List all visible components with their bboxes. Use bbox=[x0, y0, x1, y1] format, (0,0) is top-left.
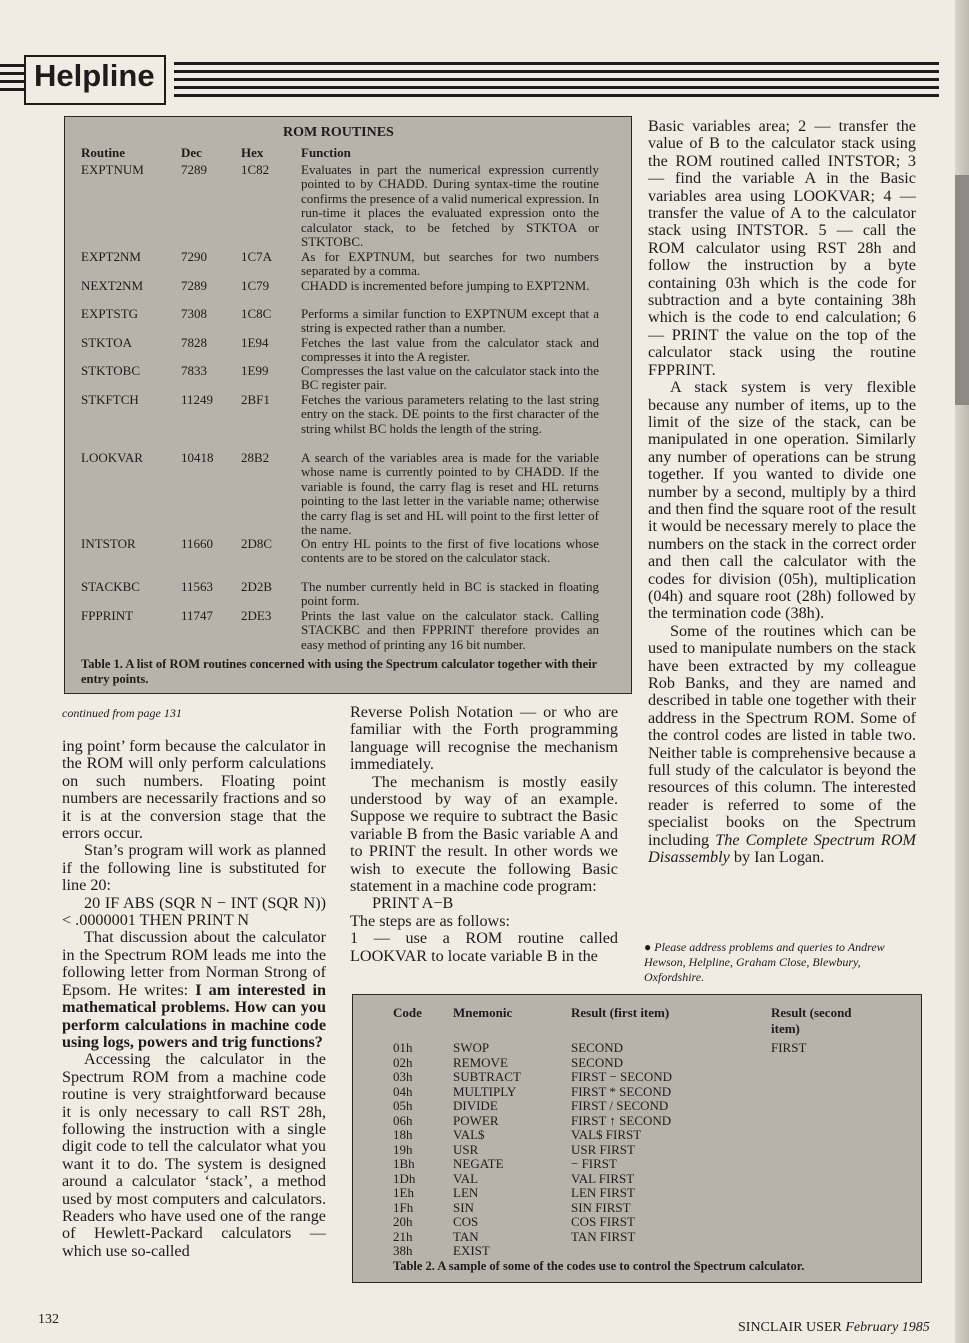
result-first: FIRST * SECOND bbox=[571, 1083, 672, 1099]
table-caption: Table 1. A list of ROM routines concerned with using the Spectrum calculator together with their entry points. bbox=[81, 657, 597, 686]
routine-dec: 11660 bbox=[181, 536, 214, 551]
routine-name: EXPTSTG bbox=[81, 306, 139, 321]
mnemonic: VAL$ bbox=[453, 1127, 485, 1142]
paragraph: Reverse Polish Notation — or who are familiar with the Forth programming language will recognise the mechanism immediately. bbox=[350, 703, 618, 774]
routine-function: Performs a similar function to EXPTNUM except that a string is expected rather than a number. bbox=[301, 306, 599, 336]
column-header: Mnemonic bbox=[453, 1005, 513, 1020]
column-header: Result (first item) bbox=[571, 1005, 670, 1020]
routine-hex: 2D2B bbox=[241, 579, 273, 594]
routine-dec: 11563 bbox=[181, 579, 214, 594]
article-column-3 bbox=[648, 118, 916, 866]
routine-name: STACKBC bbox=[81, 579, 140, 594]
code: 1Bh bbox=[393, 1156, 415, 1171]
column-header: Result (second item) bbox=[771, 1005, 852, 1036]
column-header: Function bbox=[301, 145, 351, 160]
routine-name: LOOKVAR bbox=[81, 450, 143, 465]
book-title: The Complete Spectrum ROM Disassembly bbox=[648, 830, 916, 867]
paragraph: Accessing the calculator in the Spectrum ROM from a machine code routine is very straightforward because it is only necessary to call RST 28h, following the instruction with a single digit code to tell the calculator what you want it to do. The system is designed around a calculator ‘stack’, a method used by most computers and calculators. Readers who have used one of the range of Hewlett-Packard calculators — which use so-called bbox=[62, 1050, 326, 1260]
routine-name: STKTOBC bbox=[81, 363, 140, 378]
code: 05h bbox=[393, 1098, 413, 1113]
code: 1Fh bbox=[393, 1199, 414, 1215]
paragraph bbox=[648, 623, 916, 867]
header-rule bbox=[174, 94, 939, 97]
paragraph: Stan’s program will work as planned if the following line is substituted for line 20: bbox=[62, 841, 326, 895]
article-column-2 bbox=[350, 704, 618, 965]
paragraph: 1 — use a ROM routine called LOOKVAR to locate variable B in the bbox=[350, 929, 618, 965]
mnemonic: POWER bbox=[453, 1112, 499, 1128]
mnemonic: SUBTRACT bbox=[453, 1069, 521, 1084]
result-first: FIRST − SECOND bbox=[571, 1069, 673, 1084]
routine-name: INTSTOR bbox=[81, 536, 136, 551]
code: 20h bbox=[393, 1214, 413, 1229]
header-rule bbox=[174, 62, 939, 65]
routine-name: EXPTNUM bbox=[81, 162, 144, 177]
result-first: FIRST ↑ SECOND bbox=[571, 1112, 672, 1128]
rom-routines-table bbox=[64, 116, 632, 694]
code: 38h bbox=[393, 1243, 413, 1258]
column-header: Routine bbox=[81, 145, 126, 160]
mnemonic: EXIST bbox=[453, 1243, 490, 1258]
header-rule bbox=[0, 64, 24, 67]
routine-hex: 28B2 bbox=[241, 450, 270, 465]
code: 02h bbox=[393, 1054, 413, 1070]
routine-function: Compresses the last value on the calculator stack into the BC register pair. bbox=[301, 363, 599, 393]
mnemonic: SIN bbox=[453, 1199, 474, 1215]
paragraph-text: Some of the routines which can be used to manipulate numbers on the stack have been extracted by my colleague Rob Banks, and they are named and described in table one together with their address in the Spectrum ROM. Some of the control codes are listed in table two. Neither table is comprehensive because a full study of the calculator is beyond the resources of this column. The interested reader is referred to some of the specialist books on the Spectrum including bbox=[648, 621, 916, 849]
header-rule bbox=[0, 72, 24, 75]
routine-function: Fetches the last value from the calculator stack and compresses it into the A register. bbox=[301, 335, 599, 365]
routine-hex: 2DE3 bbox=[241, 608, 272, 623]
mnemonic: SWOP bbox=[453, 1040, 490, 1055]
result-first: USR FIRST bbox=[571, 1141, 635, 1157]
code: 06h bbox=[393, 1112, 413, 1128]
routine-dec: 7308 bbox=[181, 306, 207, 321]
routine-name: NEXT2NM bbox=[81, 278, 144, 293]
mnemonic: TAN bbox=[453, 1228, 479, 1244]
column-header: Hex bbox=[241, 145, 264, 160]
routine-name: EXPT2NM bbox=[81, 249, 141, 264]
result-first: SECOND bbox=[571, 1054, 624, 1070]
header-rule bbox=[174, 78, 939, 81]
routine-hex: 1E94 bbox=[241, 335, 269, 350]
section-title: Helpline bbox=[34, 58, 155, 93]
paragraph bbox=[62, 929, 326, 1051]
header-rule bbox=[0, 88, 24, 91]
paragraph: The steps are as follows: bbox=[350, 911, 511, 930]
routine-function: The number currently held in BC is stacked in floating point form. bbox=[301, 579, 599, 609]
continued-note: continued from page 131 bbox=[62, 706, 182, 720]
header-rule bbox=[0, 80, 24, 83]
routine-dec: 7289 bbox=[181, 278, 207, 293]
routine-function: As for EXPTNUM, but searches for two numbers separated by a comma. bbox=[301, 249, 599, 279]
routine-hex: 1E99 bbox=[241, 363, 269, 378]
page-number: 132 bbox=[38, 1312, 59, 1327]
mnemonic: REMOVE bbox=[453, 1054, 508, 1070]
routine-dec: 11249 bbox=[181, 392, 214, 407]
routine-dec: 10418 bbox=[181, 450, 214, 465]
routine-name: FPPRINT bbox=[81, 608, 134, 623]
code-line: 20 IF ABS (SQR N − INT (SQR N)) < .0000001 THEN PRINT N bbox=[62, 893, 326, 930]
result-first: TAN FIRST bbox=[571, 1228, 636, 1244]
result-first: SECOND bbox=[571, 1040, 624, 1055]
column-header: Dec bbox=[181, 145, 202, 160]
mnemonic: NEGATE bbox=[453, 1156, 504, 1171]
paragraph-text: by Ian Logan. bbox=[733, 848, 825, 867]
paragraph: ing point’ form because the calculator in the ROM will only perform calculations on such numbers. Floating point numbers are necessarily fractions and so it is at the conversion stage that the errors occur. bbox=[62, 737, 326, 843]
paragraph: Basic variables area; 2 — transfer the value of B to the calculator stack using the ROM routined called INTSTOR; 3 — find the variable A in the Basic variables area using LOOKVAR; 4 — transfer the value of A to the calculator stack using INTSTOR. 5 — call the ROM calculator using RST 28h and follow the instruction by a byte containing 03h which is the code for subtraction and a byte containing 38h which is the code to end calculation; 6 — PRINT the value on the top of the calculator stack using the routine FPPRINT. bbox=[648, 117, 916, 379]
routine-function: Prints the last value on the calculator stack. Calling STACKBC and then FPPRINT therefore provides an easy method of printing any 16 bit number. bbox=[301, 608, 599, 652]
mnemonic: COS bbox=[453, 1214, 479, 1229]
mnemonic: DIVIDE bbox=[453, 1098, 498, 1113]
routine-hex: 1C82 bbox=[241, 162, 270, 177]
routine-dec: 7828 bbox=[181, 335, 207, 350]
mnemonic: MULTIPLY bbox=[453, 1083, 517, 1099]
reader-question: I am interested in mathematical problems. How can you perform calculations in machine code using logs, powers and trig functions? bbox=[62, 980, 326, 1051]
code-line: PRINT A−B bbox=[372, 894, 454, 913]
code: 1Eh bbox=[393, 1185, 414, 1200]
code: 01h bbox=[393, 1040, 413, 1055]
routine-hex: 2BF1 bbox=[241, 392, 270, 407]
routine-function: On entry HL points to the first of five locations whose contents are to be stored on the calculator stack. bbox=[301, 536, 599, 566]
page-edge-tab bbox=[955, 175, 969, 405]
routine-function: CHADD is incremented before jumping to EXPT2NM. bbox=[301, 278, 590, 293]
mnemonic: USR bbox=[453, 1141, 479, 1157]
routine-hex: 1C79 bbox=[241, 278, 270, 293]
code: 03h bbox=[393, 1069, 413, 1084]
mnemonic: VAL bbox=[453, 1170, 479, 1186]
header-rule bbox=[174, 70, 939, 73]
routine-dec: 7289 bbox=[181, 162, 207, 177]
routine-name: STKTOA bbox=[81, 335, 133, 350]
routine-function: Fetches the various parameters relating to the last string entry on the stack. DE points to the first character of the string whilst BC holds the length of the string. bbox=[301, 392, 599, 436]
mnemonic: LEN bbox=[453, 1185, 479, 1200]
code: 04h bbox=[393, 1083, 413, 1099]
magazine-name: SINCLAIR USER bbox=[738, 1320, 842, 1335]
code: 19h bbox=[393, 1141, 413, 1157]
code: 18h bbox=[393, 1127, 413, 1142]
result-first: VAL FIRST bbox=[571, 1170, 635, 1186]
result-first: LEN FIRST bbox=[571, 1185, 635, 1200]
result-first: VAL$ FIRST bbox=[571, 1127, 642, 1142]
table-caption: Table 2. A sample of some of the codes use to control the Spectrum calculator. bbox=[393, 1259, 805, 1273]
paragraph: A stack system is very flexible because any number of items, up to the limit of the size of the stack, can be manipulated in one operation. Similarly any number of operations can be strung together. If you wanted to divide one number by a second, multiply by a third and then find the square root of the result it would be necessary merely to place the numbers on the stack in the correct order and then call the calculator with the codes for division (05h), multiplication (04h) and square root (28h) followed by the termination code (38h). bbox=[648, 378, 916, 623]
issue-date: February 1985 bbox=[845, 1320, 930, 1335]
result-first: − FIRST bbox=[571, 1156, 617, 1171]
routine-dec: 7833 bbox=[181, 363, 207, 378]
address-note: ● Please address problems and queries to Andrew Hewson, Helpline, Graham Close, Blewbury, Oxfordshire. bbox=[644, 940, 885, 984]
calculator-codes-table bbox=[352, 994, 922, 1283]
paragraph-text: That discussion about the calculator in the Spectrum ROM leads me into the following letter from Norman Strong of Epsom. He writes: bbox=[62, 928, 326, 999]
routine-name: STKFTCH bbox=[81, 392, 139, 407]
routine-function: A search of the variables area is made for the variable whose name is currently pointed to by CHADD. If the variable is found, the carry flag is reset and HL returns pointing to the last letter in the variable name; otherwise the carry flag is set and HL will point to the first letter of the name. bbox=[301, 450, 599, 538]
code: 1Dh bbox=[393, 1170, 416, 1186]
column-header: Code bbox=[393, 1005, 422, 1020]
routine-dec: 11747 bbox=[181, 608, 214, 623]
routine-function: Evaluates in part the numerical expression currently pointed to by CHADD. During syntax-time the routine confirms the presence of a valid numerical expression. In run-time it places the evaluated expression onto the calculator stack, to be fetched by STKTOA or STKTOBC. bbox=[301, 162, 599, 250]
routine-hex: 1C7A bbox=[241, 249, 273, 264]
routine-hex: 1C8C bbox=[241, 306, 272, 321]
result-second: FIRST bbox=[771, 1040, 807, 1055]
paragraph: The mechanism is mostly easily understood by way of an example. Suppose we require to subtract the Basic variable B from the Basic variable A and to PRINT the result. In other words we wish to execute the following Basic statement in a machine code program: bbox=[350, 772, 618, 896]
table-title: ROM ROUTINES bbox=[283, 125, 394, 140]
footer-credit bbox=[738, 1320, 930, 1336]
routine-hex: 2D8C bbox=[241, 536, 273, 551]
result-first: COS FIRST bbox=[571, 1214, 635, 1229]
result-first: SIN FIRST bbox=[571, 1199, 631, 1215]
article-column-1 bbox=[62, 738, 326, 1260]
header-rule bbox=[174, 86, 939, 89]
result-first: FIRST / SECOND bbox=[571, 1098, 669, 1113]
code: 21h bbox=[393, 1228, 413, 1244]
routine-dec: 7290 bbox=[181, 249, 207, 264]
